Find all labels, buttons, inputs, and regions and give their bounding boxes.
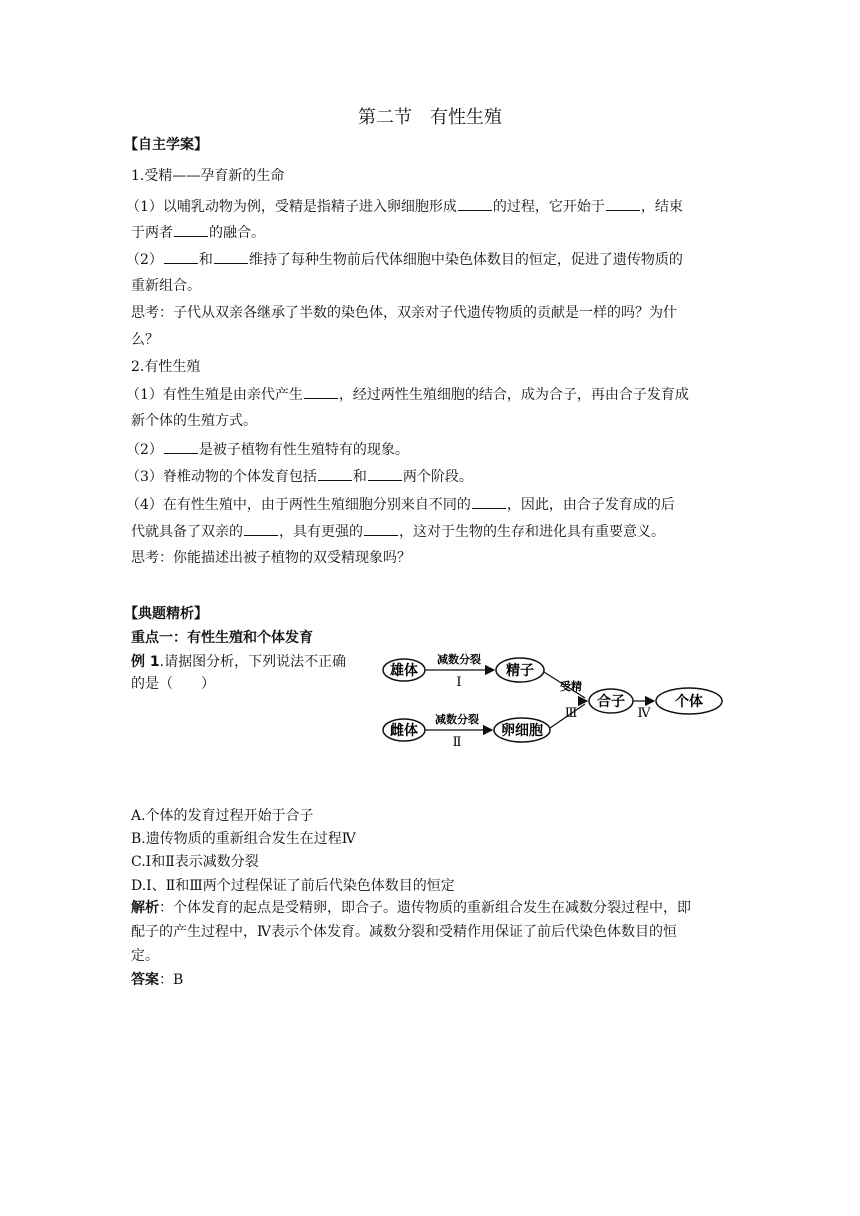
fill-blank [244,521,278,536]
q2-item3 [126,466,473,487]
node-female-label: 雌体 [390,723,418,739]
example-line1 [131,652,346,672]
q1-item1-text-b: 的过程，它开始于 [492,199,605,215]
answer-label: 答案 [131,972,159,988]
q2-item4-text-a: （4）在有性生殖中，由于两性生殖细胞分别来自不同的 [126,497,471,513]
label-roman-2: Ⅱ [452,735,462,748]
label-meiosis-1: 减数分裂 [437,653,481,666]
q2-item1-line1 [126,384,689,405]
q1-item1-line2 [131,222,265,243]
focus-heading: 重点一：有性生殖和个体发育 [131,630,313,646]
fill-blank [458,196,492,211]
q1-item2-text-c: 维持了每种生物前后代体细胞中染色体数目的恒定，促进了遗传物质的 [248,252,683,268]
node-egg [494,718,550,742]
label-meiosis-2: 减数分裂 [435,713,479,726]
q1-item1-text-d: 于两者 [131,225,173,241]
q2-item1-text-a: （1）有性生殖是由亲代产生 [126,387,303,403]
node-female [383,719,425,741]
fill-blank [318,466,352,481]
fill-blank [368,466,402,481]
q2-item3-text-c: 两个阶段。 [402,469,473,485]
reproduction-flow-diagram [380,648,725,748]
example-label: 例 1 [131,654,160,670]
q2-item4-text-c: 代就具备了双亲的 [131,524,243,540]
node-zygote [589,689,633,713]
think2: 思考：你能描述出被子植物的双受精现象吗？ [131,550,411,566]
node-individual-label: 个体 [675,694,703,710]
option-b: B.遗传物质的重新组合发生在过程Ⅳ [131,831,356,847]
option-a: A.个体的发育过程开始于合子 [131,808,314,824]
label-roman-3: Ⅲ [564,706,578,721]
analysis-text-a: ：个体发育的起点是受精卵，即合子。遗传物质的重新组合发生在减数分裂过程中，即 [159,900,691,916]
q1-item2-line2: 重新组合。 [131,278,201,294]
fill-blank [174,222,208,237]
q2-item4-line2 [131,521,665,542]
fill-blank [164,249,198,264]
label-roman-4: Ⅳ [637,706,651,721]
q2-item1-line2: 新个体的生殖方式。 [131,413,257,429]
q2-item4-line1 [126,494,675,515]
q2-item2 [126,439,409,460]
q1-item2-text-a: （2） [126,252,163,268]
fill-blank [606,196,640,211]
node-sperm [496,658,544,682]
q2-item4-text-d: ，具有更强的 [279,524,363,540]
q2-title: 2.有性生殖 [131,359,201,375]
q2-item2-text-b: 是被子植物有性生殖特有的现象。 [198,442,409,458]
node-zygote-label: 合子 [597,694,625,710]
analysis-line1 [131,898,691,918]
fill-blank [364,521,398,536]
q2-item4-text-e: ，这对于生物的生存和进化具有重要意义。 [399,524,665,540]
label-roman-1: Ⅰ [456,675,462,690]
section-heading-examples: 【典题精析】 [124,606,208,622]
think1-line2: 么？ [131,332,159,348]
analysis-label: 解析 [131,900,159,916]
q2-item1-text-b: ，经过两性生殖细胞的结合，成为合子，再由合子发育成 [338,387,689,403]
q1-item1-text-c: ，结束 [640,199,683,215]
q1-item2-line1 [126,249,683,270]
q1-item1-text-e: 的融合。 [209,225,265,241]
answer-value: ：B [159,972,184,988]
q2-item3-text-b: 和 [352,469,367,485]
label-fertilization: 受精 [560,680,582,693]
fill-blank [304,384,338,399]
q1-title: 1.受精——孕育新的生命 [131,168,285,184]
think1-line1: 思考：子代从双亲各继承了半数的染色体，双亲对子代遗传物质的贡献是一样的吗？为什 [131,305,677,321]
node-male [383,659,425,681]
analysis-line3: 定。 [131,948,159,964]
example-text-a: .请据图分析，下列说法不正确 [159,654,347,670]
q2-item3-text-a: （3）脊椎动物的个体发育包括 [126,469,317,485]
option-c: C.Ⅰ和Ⅱ表示减数分裂 [131,854,259,870]
answer-line [131,970,183,990]
fill-blank [472,494,506,509]
example-line2: 的是（ ） [131,676,215,692]
q1-item1-line1 [126,196,683,217]
option-d: D.Ⅰ、Ⅱ和Ⅲ两个过程保证了前后代染色体数目的恒定 [131,878,455,894]
q1-item1-text-a: （1）以哺乳动物为例，受精是指精子进入卵细胞形成 [126,199,457,215]
section-heading-self-study: 【自主学案】 [124,137,208,153]
node-male-label: 雄体 [390,663,418,679]
q2-item2-text-a: （2） [126,442,163,458]
fill-blank [164,439,198,454]
q1-item2-text-b: 和 [198,252,213,268]
page-title: 第二节 有性生殖 [358,107,502,128]
q2-item4-text-b: ，因此，由合子发育成的后 [506,497,675,513]
analysis-line2: 配子的产生过程中，Ⅳ表示个体发育。减数分裂和受精作用保证了前后代染色体数目的恒 [131,924,677,940]
fill-blank [214,249,248,264]
node-egg-label: 卵细胞 [501,723,543,739]
node-individual [656,688,722,714]
node-sperm-label: 精子 [506,663,534,679]
